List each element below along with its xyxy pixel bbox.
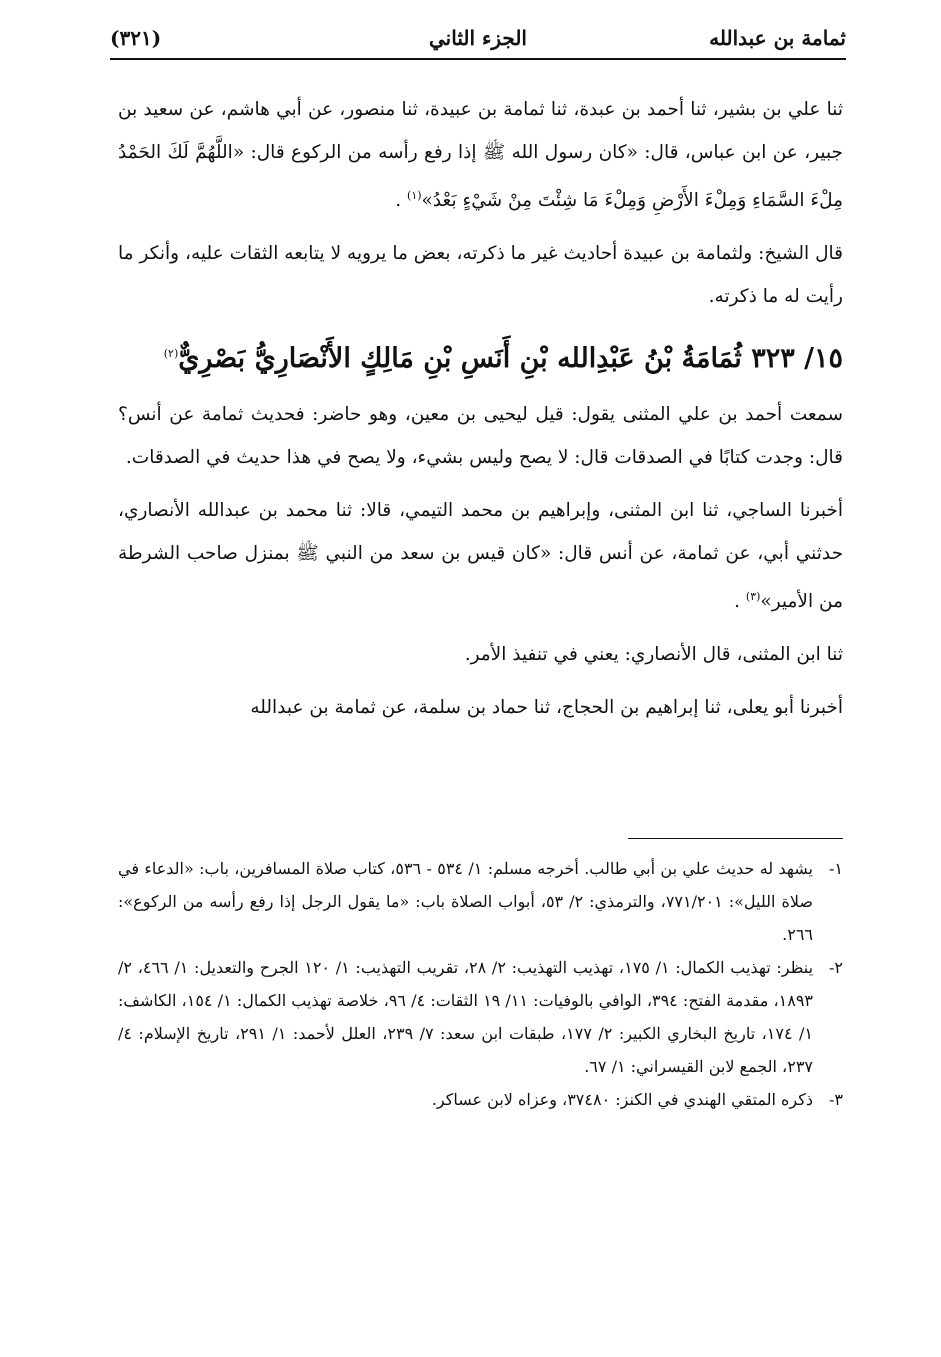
footnote-ref-1: (١): [407, 189, 422, 202]
page-header: [110, 18, 846, 60]
footnote-number: ٣-: [829, 1090, 843, 1109]
footnote-2: [118, 951, 843, 1083]
entry-heading-text: ١٥/ ٣٢٣ ثُمَامَةُ بْنُ عَبْدِالله بْنِ أَنَسِ بْنِ مَالِكٍ الأَنْصَارِيُّ بَصْرِيٌّ: [178, 343, 843, 375]
paragraph-6: أخبرنا أبو يعلى، ثنا إبراهيم بن الحجاج، ثنا حماد بن سلمة، عن ثمامة بن عبدالله: [250, 697, 843, 719]
header-book-title: ثمامة بن عبدالله: [709, 26, 846, 50]
footnote-divider: [628, 838, 843, 839]
footnote-1: [118, 852, 843, 951]
entry-heading: [118, 328, 843, 385]
header-page-number: (٣٢١): [110, 26, 162, 50]
footnote-ref-3: (٣): [745, 590, 761, 604]
footnotes: [118, 852, 843, 1116]
paragraph-5: ثنا ابن المثنى، قال الأنصاري: يعني في تنفيذ الأمر.: [464, 644, 843, 666]
footnote-number: ١-: [829, 859, 843, 878]
footnote-3: [118, 1083, 843, 1116]
footnote-text: يشهد له حديث علي بن أبي طالب. أخرجه مسلم: ١/ ٥٣٤ - ٥٣٦، كتاب صلاة المسافرين، باب: «الدعاء في صلاة الليل»: ٧٧١/٢٠١، والترمذي: ٢/ ٥٣، أبواب الصلاة باب: «ما يقول الرجل إذا رفع رأسه من الركوع»: ٢٦٦.: [118, 859, 814, 944]
paragraph-1-text: ثنا علي بن بشير، ثنا أحمد بن عبدة، ثنا ثمامة بن عبيدة، ثنا منصور، عن أبي هاشم، عن سعيد بن جبير، عن ابن عباس، قال: «كان رسول الله ﷺ إذا رفع رأسه من الركوع قال: «اللَّهُمَّ لَكَ الحَمْدُ مِلْءَ السَّمَاءِ وَمِلْءَ الأَرْضِ وَمِلْءَ مَا شِئْتَ مِنْ شَيْءٍ بَعْدُ»: [118, 99, 843, 212]
paragraph-3: سمعت أحمد بن علي المثنى يقول: قيل ليحيى بن معين، وهو حاضر: فحديث ثمامة عن أنس؟ قال: وجدت كتابًا في الصدقات قال: لا يصح وليس بشيء، ولا يصح في هذا حديث في الصدقات.: [118, 404, 843, 469]
paragraph-2: قال الشيخ: ولثمامة بن عبيدة أحاديث غير ما ذكرته، بعض ما يرويه لا يتابعه الثقات عليه، وأنكر ما رأيت له ما ذكرته.: [118, 243, 843, 308]
paragraph-1: ثنا علي بن بشير، ثنا أحمد بن عبدة، ثنا ثمامة بن عبيدة، ثنا منصور، عن أبي هاشم، عن سعيد بن جبير، عن ابن عباس، قال: «كان رسول الله ﷺ إذا رفع رأسه من الركوع قال: «اللَّهُمَّ لَكَ الحَمْدُ مِلْءَ السَّمَاءِ وَمِلْءَ الأَرْضِ وَمِلْءَ مَا شِئْتَ مِنْ شَيْءٍ بَعْدُ»$^{(١)}$ .: [118, 99, 843, 212]
footnote-text: ينظر: تهذيب الكمال: ١/ ١٧٥، تهذيب التهذيب: ٢/ ٢٨، تقريب التهذيب: ١/ ١٢٠ الجرح والتعديل: ١/ ٤٦٦، ٢/ ١٨٩٣، مقدمة الفتح: ٣٩٤، الوافي بالوفيات: ١١/ ١٩ الثقات: ٤/ ٩٦، خلاصة تهذيب الكمال: ١/ ١٥٤، الكاشف: ١/ ١٧٤، تاريخ البخاري الكبير: ٢/ ١٧٧، طبقات ابن سعد: ٧/ ٢٣٩، العلل لأحمد: ١/ ٢٩١، تاريخ الإسلام: ٤/ ٢٣٧، الجمع لابن القيسراني: ١/ ٦٧.: [118, 958, 814, 1076]
header-volume: الجزء الثاني: [429, 26, 527, 50]
footnote-text: ذكره المتقي الهندي في الكنز: ٣٧٤٨٠، وعزاه لابن عساكر.: [431, 1090, 813, 1109]
footnote-number: ٢-: [829, 958, 843, 977]
page-body: [118, 88, 843, 739]
paragraph-4: أخبرنا الساجي، ثنا ابن المثنى، وإبراهيم بن محمد التيمي، قالا: ثنا محمد بن عبدالله الأنصاري، حدثني أبي، عن ثمامة، عن أنس قال: «كان قيس بن سعد من النبي ﷺ بمنزل صاحب الشرطة من الأمير»$^{(٣)}$ .: [118, 500, 843, 613]
paragraph-4-text: أخبرنا الساجي، ثنا ابن المثنى، وإبراهيم بن محمد التيمي، قالا: ثنا محمد بن عبدالله الأنصاري، حدثني أبي، عن ثمامة، عن أنس قال: «كان قيس بن سعد من النبي ﷺ بمنزل صاحب الشرطة من الأمير»: [118, 500, 843, 613]
footnote-ref-2: (٢): [163, 347, 179, 361]
